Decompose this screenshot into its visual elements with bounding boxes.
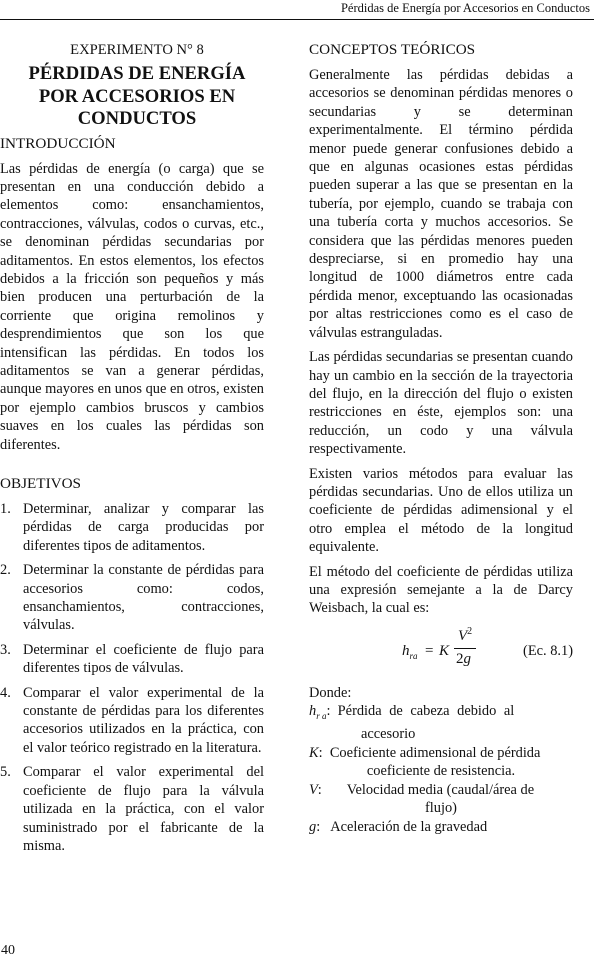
intro-heading: INTRODUCCIÓN bbox=[0, 134, 116, 152]
list-number: 4. bbox=[0, 684, 11, 701]
list-item-text: Comparar el valor experimental del coeficiente de flujo para la válvula utilizada en la práctica, con el valor suministrado por el fabricante de la misma. bbox=[23, 764, 264, 854]
equation-8-1 bbox=[309, 624, 573, 680]
where-label: Donde: bbox=[309, 684, 352, 701]
list-number: 3. bbox=[0, 641, 11, 658]
definition-continuation: coeficiente de resistencia. bbox=[366, 763, 516, 780]
list-item bbox=[0, 500, 264, 555]
definition-continuation: accesorio bbox=[361, 726, 416, 743]
body-paragraph: Las pérdidas secundarias se presentan cuando hay un cambio en la sección de la trayectoria del flujo, en la dirección del flujo o existen restricciones en éste, ejemplos son: una reducción, un codo y una válvula respectivamente. bbox=[309, 349, 573, 458]
left-column bbox=[0, 40, 264, 861]
definition-item: g: Aceleración de la gravedad bbox=[309, 818, 488, 835]
definition-symbol: V bbox=[309, 781, 318, 798]
body-paragraph: El método del coeficiente de pérdidas utiliza una expresión semejante a la de Darcy Weisbach, la cual es: bbox=[309, 563, 573, 617]
definition-text: Velocidad media (caudal/área de bbox=[346, 781, 535, 798]
definition-text: Coeficiente adimensional de pérdida bbox=[329, 744, 541, 761]
definition-symbol: g bbox=[309, 818, 317, 835]
running-head: Pérdidas de Energía por Accesorios en Conductos bbox=[340, 1, 590, 15]
definition-symbol: $h_{r a}$ bbox=[309, 703, 327, 722]
definition-text: Aceleración de la gravedad bbox=[330, 818, 488, 835]
list-number: 5. bbox=[0, 764, 11, 781]
equation-label: (Ec. 8.1) bbox=[523, 642, 573, 659]
definition-item: V: Velocidad media (caudal/área de flujo) bbox=[309, 781, 573, 818]
objectives-heading: OBJETIVOS bbox=[0, 475, 82, 492]
page-title bbox=[0, 63, 264, 131]
title-line: POR ACCESORIOS EN bbox=[38, 85, 236, 107]
equation-lhs: $h_{ra}$ bbox=[402, 642, 418, 661]
list-item bbox=[0, 561, 264, 635]
objectives-list bbox=[0, 500, 264, 855]
list-item bbox=[0, 684, 264, 758]
page-number: 40 bbox=[1, 943, 15, 958]
experiment-number: EXPERIMENTO N° 8 bbox=[70, 42, 204, 58]
equation-numerator: $V^2$ bbox=[458, 625, 473, 644]
list-item bbox=[0, 641, 264, 678]
title-line: PÉRDIDAS DE ENERGÍA bbox=[28, 63, 246, 84]
equation-denominator: 2g bbox=[456, 650, 471, 667]
concepts-heading: CONCEPTOS TEÓRICOS bbox=[309, 41, 476, 58]
definition-symbol: K bbox=[309, 744, 319, 761]
list-number: 1. bbox=[0, 501, 11, 517]
fraction-bar bbox=[454, 648, 476, 649]
list-item-text: Determinar, analizar y comparar las pérdidas de carga producidas por diferentes tipos de aditamentos. bbox=[23, 501, 264, 554]
body-paragraph: Existen varios métodos para evaluar las pérdidas secundarias. Uno de ellos utiliza un coeficiente de pérdidas adimensional y el otro emplea el método de la longitud equivalente. bbox=[309, 465, 573, 556]
header-rule bbox=[0, 19, 594, 20]
list-item-text: Determinar la constante de pérdidas para accesorios como: codos, ensanchamientos, contracciones, válvulas. bbox=[23, 562, 264, 634]
list-item-text: Determinar el coeficiente de flujo para diferentes tipos de válvulas. bbox=[23, 641, 264, 677]
right-column bbox=[309, 40, 573, 836]
definition-text: Pérdida de cabeza debido al bbox=[337, 703, 515, 720]
definition-continuation: flujo) bbox=[425, 800, 457, 817]
equation-coefficient: K bbox=[439, 642, 450, 659]
list-item-text: Comparar el valor experimental de la constante de pérdidas para los diferentes accesorios utilizados en la práctica, con el valor teórico registrado en la literatura. bbox=[23, 684, 264, 756]
body-paragraph: Generalmente las pérdidas debidas a accesorios se denominan pérdidas menores o secundarias y se determinan experimentalmente. El término pérdida menor puede generar confusiones debido a que en algunas ocasiones estas pérdidas pueden superar a las que se presentan en la tubería, por ejemplo, cuando se trabaja con una tubería corta y muchos accesorios. Se considera que las pérdidas menores pueden despreciarse, si en promedio hay una longitud de 1000 diámetros entre cada pérdida menor, exceptuando las ocasionadas por altas restricciones como es el caso de válvulas estranguladas. bbox=[309, 67, 573, 341]
list-number: 2. bbox=[0, 562, 11, 579]
title-line: CONDUCTOS bbox=[77, 108, 197, 129]
intro-paragraph: Las pérdidas de energía (o carga) que se presentan en una conducción debido a elementos como: ensanchamientos, contracciones, válvulas, codos o curvas, etc., se denominan pérdidas secundarias por aditamentos. En estos elementos, los efectos debidos a la fricción son pequeños y más bien producen una perturbación de la corriente que origina remolinos y desprendimientos que son los que intensifican las pérdidas. En todos los aditamentos se van a generar pérdidas, aunque mayores en unos que en otros, existen por ejemplo cambios bruscos y cambios suaves en los cuales las pérdidas son diferentes. bbox=[0, 160, 264, 453]
definition-item: K: Coeficiente adimensional de pérdida coeficiente de resistencia. bbox=[309, 744, 573, 781]
definition-item: $h_{r a}$: Pérdida de cabeza debido al accesorio bbox=[309, 702, 573, 744]
list-item bbox=[0, 763, 264, 855]
equation-equals: = bbox=[425, 642, 434, 659]
